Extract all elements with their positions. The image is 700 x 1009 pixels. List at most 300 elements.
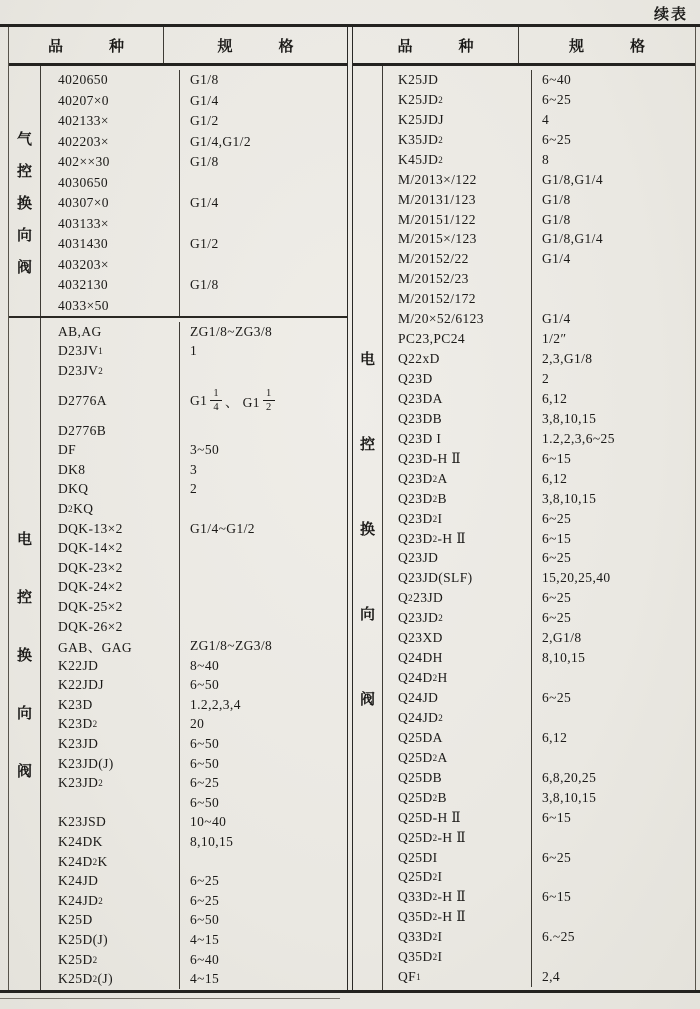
spec-column-header: 规格 [217,36,340,55]
table-row [41,617,347,637]
product-cell: DQK-13×2 [41,519,180,539]
spec-cell: 6~25 [542,550,572,566]
product-spec-table [8,27,696,990]
table-row [383,529,695,549]
spec-cell: G1/8,G1/4 [542,231,603,247]
product-cell: K23JD 2 [41,773,180,793]
table-row [41,214,347,235]
spec-cell [532,668,695,688]
product-cell: 402203× [41,132,180,153]
spec-cell: 1 [190,343,198,359]
spec-cell: G1/8 [190,154,219,170]
table-row [383,608,695,628]
table-row [383,429,695,449]
product-cell: M/20131/123 [383,190,532,210]
spec-cell: 6~25 [190,892,220,908]
spec-cell: 8,10,15 [190,834,234,850]
product-cell: Q23D [383,369,532,389]
table-row [41,342,347,362]
spec-cell: ZG1/8~ZG3/8 [190,323,273,339]
product-cell: Q23D 2 I [383,509,532,529]
table-row [383,90,695,110]
product-cell: Q23D I [383,429,532,449]
table-row [383,389,695,409]
product-cell: AB,AG [41,322,180,342]
product-cell: D2776B [41,421,180,441]
table-row [383,210,695,230]
category-char: 阀 [359,689,375,708]
table-row [41,636,347,656]
spec-cell: 2,4 [542,969,561,985]
product-cell: DQK-26×2 [41,617,180,637]
spec-cell: 6~25 [542,610,572,626]
spec-cell: G1/4 [190,195,219,211]
product-cell: M/20152/172 [383,289,532,309]
product-cell: K23D [41,695,180,715]
table-row [41,754,347,774]
table-row [41,793,347,813]
spec-cell: 1.2,2,3,4 [190,696,241,712]
product-cell: M/2015×/123 [383,230,532,250]
table-row [41,715,347,735]
spec-cell: 6~25 [190,775,220,791]
product-cell: Q23JD 2 [383,608,532,628]
product-cell: K22JD [41,656,180,676]
table-row [41,460,347,480]
spec-cell: G1/2 [190,113,219,129]
spec-cell: 8,10,15 [542,650,586,666]
product-cell: K25JDJ [383,110,532,130]
spec-cell [180,255,347,276]
table-row [41,911,347,931]
spec-cell: 6~15 [542,889,572,905]
table-row [383,269,695,289]
spec-cell: 6~50 [190,794,220,810]
spec-cell [180,617,347,637]
table-row [383,329,695,349]
spec-cell: G1/2 [190,236,219,252]
spec-cell: 1/2″ [542,331,567,347]
spec-cell: 3 [190,461,198,477]
table-row [383,868,695,888]
table-row [41,111,347,132]
product-cell: 403203× [41,255,180,276]
product-cell: M/20152/23 [383,269,532,289]
spec-cell [532,748,695,768]
table-row [383,648,695,668]
product-cell: Q25D-H Ⅱ [383,808,532,828]
table-row [383,628,695,648]
spec-cell: 15,20,25,40 [542,570,611,586]
product-cell: M/20152/22 [383,249,532,269]
right-table-body [353,66,695,990]
spec-cell [532,289,695,309]
table-row [383,887,695,907]
rows [41,66,347,316]
product-cell: K25JD 2 [383,90,532,110]
product-cell: Q22xD [383,349,532,369]
spec-cell [532,868,695,888]
spec-cell: 6~15 [542,809,572,825]
product-column-header: 品种 [9,27,164,63]
table-row [41,361,347,381]
spec-cell [180,173,347,194]
product-cell [41,793,180,813]
spec-cell: 6~25 [542,849,572,865]
product-cell: K25D(J) [41,930,180,950]
product-cell: Q24DH [383,648,532,668]
product-cell: Q25D 2 -H Ⅱ [383,828,532,848]
table-row [41,421,347,441]
table-row [41,275,347,296]
product-cell: K24DK [41,832,180,852]
category-label [9,318,41,990]
table-row [41,734,347,754]
spec-cell: 4~15 [190,932,220,948]
product-cell: Q25DI [383,848,532,868]
spec-cell: 6~25 [542,131,572,147]
table-row [41,538,347,558]
table-row [383,110,695,130]
product-cell: K25D 2 [41,950,180,970]
table-row [41,296,347,317]
table-row [383,967,695,987]
product-cell: 403133× [41,214,180,235]
product-cell: Q35D 2 I [383,947,532,967]
spec-cell: 3,8,10,15 [542,490,597,506]
product-cell: DK8 [41,460,180,480]
product-cell: Q23XD [383,628,532,648]
product-cell: K35JD 2 [383,130,532,150]
table-row [383,927,695,947]
spec-cell [532,907,695,927]
product-cell: K25JD [383,70,532,90]
spec-cell [180,852,347,872]
table-row [41,597,347,617]
product-cell: QF 1 [383,967,532,987]
category-char: 气 [16,130,32,148]
table-row [383,170,695,190]
table-row [41,578,347,598]
table-row [383,249,695,269]
table-row [41,193,347,214]
product-cell: M/20×52/6123 [383,309,532,329]
spec-cell: G1/4,G1/2 [190,133,251,149]
spec-cell: 6~25 [542,510,572,526]
spec-cell: ZG1/8~ZG3/8 [190,638,273,654]
spec-cell: 2 [542,371,550,387]
product-cell: 40307×0 [41,193,180,214]
right-table-header [353,27,695,66]
table-row [383,369,695,389]
product-cell: D2776A [41,381,180,421]
spec-cell [180,538,347,558]
spec-cell: 2,G1/8 [542,630,582,646]
spec-cell: 6~50 [190,736,220,752]
table-row [383,728,695,748]
product-cell: 40207×0 [41,91,180,112]
product-cell: K24JD 2 [41,891,180,911]
product-cell: Q25DB [383,768,532,788]
spec-cell: 6~25 [542,91,572,107]
spec-cell [532,828,695,848]
spec-cell: 6.~25 [542,929,575,945]
bottom-under-rule [0,998,340,999]
spec-cell: 8~40 [190,657,220,673]
category-char: 向 [359,604,375,623]
table-row [383,668,695,688]
table-row [383,828,695,848]
table-row [383,808,695,828]
spec-cell: 4 [542,111,550,127]
product-cell: D23JV 2 [41,361,180,381]
table-row [383,708,695,728]
spec-cell [180,296,347,317]
product-cell: M/2013×/122 [383,170,532,190]
rows [41,318,347,990]
table-row [41,70,347,91]
table-row [41,695,347,715]
table-row [41,173,347,194]
category-char: 控 [16,162,32,180]
table-row [383,449,695,469]
table-group [9,316,347,990]
table-row [383,788,695,808]
table-row [383,349,695,369]
table-row [41,832,347,852]
product-cell: 4032130 [41,275,180,296]
product-cell: K25D [41,911,180,931]
spec-cell: 6~50 [190,755,220,771]
spec-cell [532,947,695,967]
table-row [383,748,695,768]
table-row [383,848,695,868]
table-row [41,773,347,793]
product-cell: 4033×50 [41,296,180,317]
left-table-header [9,27,347,66]
product-cell: K23D 2 [41,715,180,735]
table-row [41,480,347,500]
product-cell: Q23D-H Ⅱ [383,449,532,469]
product-cell: Q23DA [383,389,532,409]
product-cell: 4020650 [41,70,180,91]
product-cell: K23JD(J) [41,754,180,774]
product-cell: DQK-25×2 [41,597,180,617]
category-char: 阀 [16,258,32,276]
table-row [383,549,695,569]
table-row [383,568,695,588]
spec-cell [180,214,347,235]
table-row [41,132,347,153]
table-row [383,947,695,967]
continued-table-label: 续表 [653,5,688,23]
spec-cell: G1/4 [190,92,219,108]
spec-cell [180,421,347,441]
table-row [41,656,347,676]
table-row [41,969,347,989]
table-row [41,91,347,112]
spec-cell: 3,8,10,15 [542,410,597,426]
spec-cell: G1/8 [542,191,571,207]
product-cell: Q23D 2 -H Ⅱ [383,529,532,549]
product-cell: Q25D 2 B [383,788,532,808]
spec-cell [532,708,695,728]
spec-cell: 1.2,2,3,6~25 [542,430,615,446]
spec-cell: 3~50 [190,442,220,458]
table-row [383,130,695,150]
spec-cell: 6~40 [542,71,572,87]
product-cell: 402××30 [41,152,180,173]
product-cell: Q33D 2 I [383,927,532,947]
table-row [383,150,695,170]
spec-cell: 6~40 [190,951,220,967]
product-cell: 402133× [41,111,180,132]
spec-cell: 6~25 [542,690,572,706]
product-cell: Q23JD [383,549,532,569]
product-cell: DKQ [41,480,180,500]
left-table-body [9,66,347,990]
table-row [41,852,347,872]
category-char: 阀 [16,761,32,780]
spec-cell [180,597,347,617]
spec-cell: G1/8 [542,211,571,227]
spec-cell: 10~40 [190,814,227,830]
table-row [383,70,695,90]
spec-cell: 6,12 [542,390,568,406]
product-cell: Q25D 2 I [383,868,532,888]
spec-cell: 2 [190,481,198,497]
product-cell: Q23DB [383,409,532,429]
table-row [41,234,347,255]
spec-cell: G1/8,G1/4 [542,171,603,187]
table-row [41,871,347,891]
table-row [383,190,695,210]
product-cell: Q24JD [383,688,532,708]
product-cell: Q25D 2 A [383,748,532,768]
spec-cell [180,558,347,578]
product-cell: DQK-24×2 [41,578,180,598]
table-row [383,688,695,708]
product-cell: Q23JD(SLF) [383,568,532,588]
spec-cell: 3,8,10,15 [542,789,597,805]
category-label [353,66,383,990]
table-row [41,322,347,342]
spec-cell: G1/8 [190,277,219,293]
spec-cell: 6~25 [542,590,572,606]
product-cell: K23JSD [41,813,180,833]
table-row [41,558,347,578]
spec-cell: 6~50 [190,912,220,928]
spec-cell: 6~50 [190,677,220,693]
category-char: 电 [359,349,375,368]
category-char: 电 [16,529,32,548]
table-row [383,289,695,309]
category-char: 向 [16,226,32,244]
rows [383,66,695,990]
product-column-header: 品种 [353,27,519,63]
table-row [41,519,347,539]
category-char: 控 [16,587,32,606]
spec-cell: 6~25 [190,873,220,889]
product-cell: Q24JD 2 [383,708,532,728]
product-cell: K25D 2 (J) [41,969,180,989]
product-cell: K22JDJ [41,676,180,696]
spec-cell: 4~15 [190,971,220,987]
product-cell: D23JV 1 [41,342,180,362]
stacked-fraction: $\frac{1}{2}$ [263,388,275,413]
spec-cell [532,269,695,289]
spec-cell [180,499,347,519]
category-char: 控 [359,434,375,453]
table-row [383,768,695,788]
product-cell: Q23D 2 B [383,489,532,509]
table-group [9,66,347,316]
category-char: 换 [359,519,375,538]
table-row [383,309,695,329]
table-row [41,813,347,833]
product-cell: Q33D 2 -H Ⅱ [383,887,532,907]
product-cell: 4030650 [41,173,180,194]
product-cell: Q24D 2 H [383,668,532,688]
spec-cell: G1/4~G1/2 [190,520,255,536]
table-row [383,469,695,489]
spec-cell: 8 [542,151,550,167]
table-row [41,499,347,519]
product-cell: 4031430 [41,234,180,255]
product-cell: GAB、GAG [41,636,180,656]
spec-cell: 20 [190,716,205,732]
left-table [9,27,347,990]
spec-cell: G1/8 [190,72,219,88]
product-cell: K24D 2 K [41,852,180,872]
table-row [41,891,347,911]
table-row [383,509,695,529]
table-row [41,255,347,276]
spec-cell: 6,12 [542,729,568,745]
table-row [41,950,347,970]
product-cell: Q35D 2 -H Ⅱ [383,907,532,927]
spec-cell: 6~15 [542,530,572,546]
product-cell: DQK-23×2 [41,558,180,578]
table-row [41,930,347,950]
category-char: 换 [16,645,32,664]
category-char: 换 [16,194,32,212]
spec-cell: 2,3,G1/8 [542,351,593,367]
table-row [41,152,347,173]
table-row [41,676,347,696]
table-row [41,440,347,460]
spec-cell: G1/4 [542,251,571,267]
table-row [383,230,695,250]
category-label [9,66,41,316]
product-cell: K23JD [41,734,180,754]
table-row [383,588,695,608]
right-table [353,27,695,990]
bottom-rule [0,990,700,993]
product-cell: K45JD 2 [383,150,532,170]
product-cell: DQK-14×2 [41,538,180,558]
spec-cell [180,578,347,598]
product-cell: K24JD [41,871,180,891]
spec-cell: G1/4 [542,311,571,327]
spec-column-header: 规格 [568,36,691,55]
table-row [383,907,695,927]
spec-cell: 6,12 [542,470,568,486]
product-cell: PC23,PC24 [383,329,532,349]
spec-cell: 6~15 [542,450,572,466]
product-cell: M/20151/122 [383,210,532,230]
table-row [383,489,695,509]
